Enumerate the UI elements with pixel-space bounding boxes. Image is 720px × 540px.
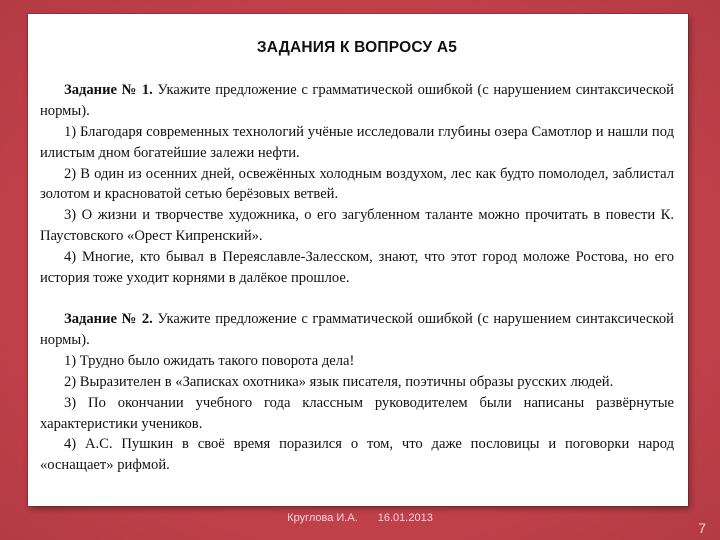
footer-date: 16.01.2013 (377, 512, 433, 524)
task-1-question: Укажите предложение с грамматической ошибкой (с нарушением синтаксической нормы). (40, 81, 674, 119)
task-1-label: Задание № 1. (64, 81, 153, 98)
task-1 (40, 80, 674, 289)
scanned-document (40, 38, 674, 476)
task-1-option-4: 4) Многие, кто бывал в Переяславле-Залесском, знают, что этот город моложе Ростова, но его история тоже уходит корнями в далёкое прошлое. (40, 249, 674, 287)
task-2-option-2: 2) Выразителен в «Записках охотника» язык писателя, поэтичны образы русских людей. (64, 373, 614, 390)
task-1-option-3: 3) О жизни и творчестве художника, о его загубленном таланте можно прочитать в повести К. Паустовского «Орест Кипренский». (40, 207, 674, 245)
document-title: ЗАДАНИЯ К ВОПРОСУ А5 (256, 39, 458, 56)
task-2-option-3: 3) По окончании учебного года классным руководителем были написаны развёрнутые характеристики учеников. (40, 394, 674, 432)
task-2-label: Задание № 2. (64, 310, 153, 327)
task-1-option-2: 2) В один из осенних дней, освежённых холодным воздухом, лес как будто помолодел, заблистал золотом и красноватой сетью берёзовых ветвей. (40, 165, 674, 203)
slide-page-number: 7 (698, 520, 706, 536)
task-1-option-1: 1) Благодаря современных технологий учёные исследовали глубины озера Самотлор и нашли под илистым дном богатейшие залежи нефти. (40, 123, 674, 161)
task-2 (40, 309, 674, 476)
task-2-option-4: 4) А.С. Пушкин в своё время поразился о том, что даже пословицы и поговорки народ «оснащает» рифмой. (40, 436, 674, 474)
footer-author: Круглова И.А. (287, 512, 358, 524)
slide-footer (0, 512, 720, 524)
task-1-prompt (40, 80, 674, 122)
task-2-question: Укажите предложение с грамматической ошибкой (с нарушением синтаксической нормы). (40, 310, 674, 348)
task-2-option-1: 1) Трудно было ожидать такого поворота дела! (64, 352, 355, 369)
task-2-prompt (40, 309, 674, 351)
slide-content-frame (28, 14, 688, 506)
